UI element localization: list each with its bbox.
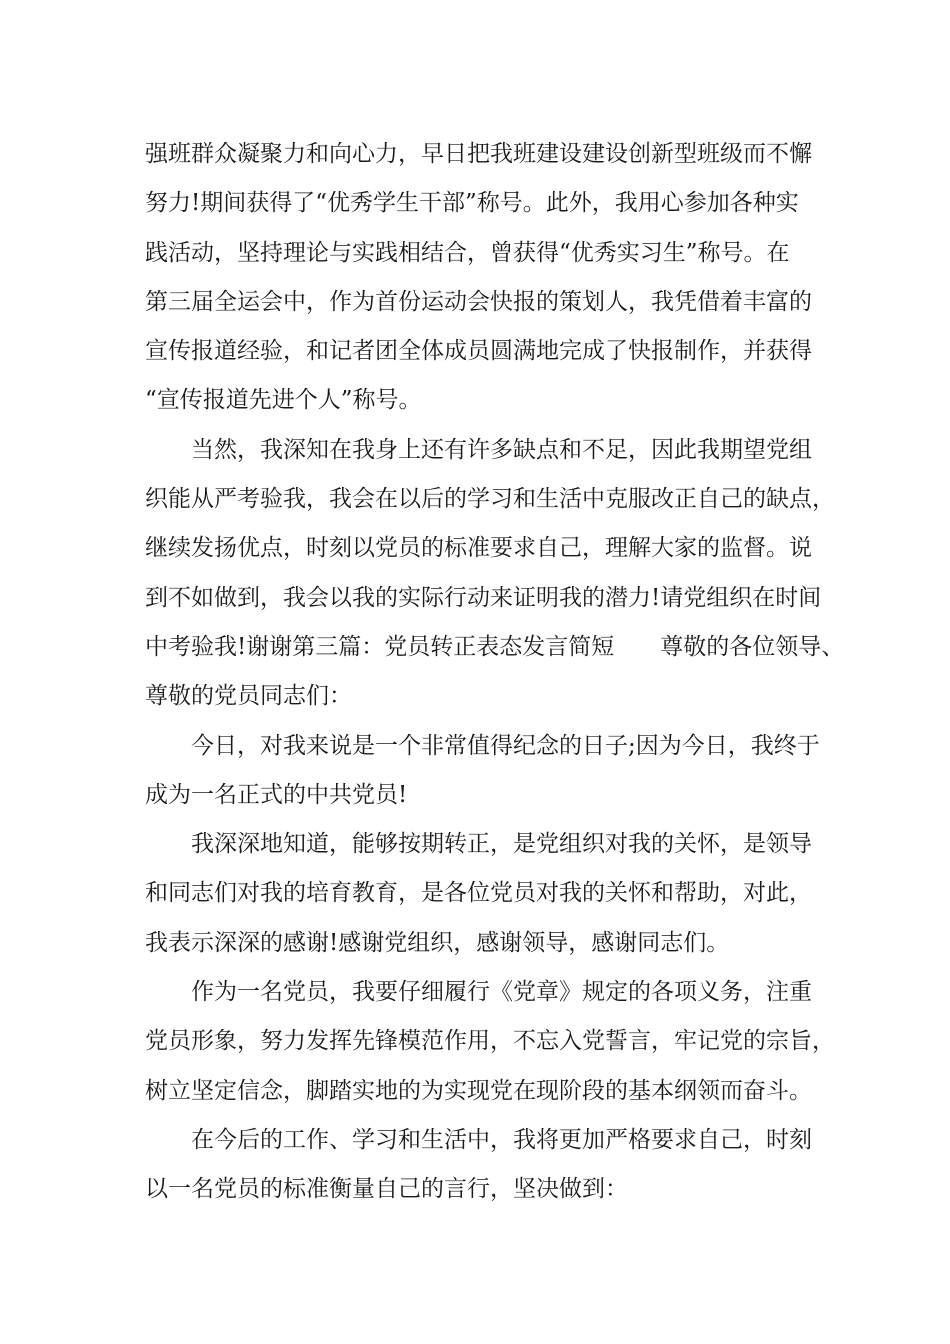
text-line-7: 当然，我深知在我身上还有许多缺点和不足，因此我期望党组: [191, 436, 812, 463]
text-line-11: 中考验我!谢谢第三篇：党员转正表态发言简短 尊敬的各位领导、: [145, 633, 845, 660]
text-line-10: 到不如做到，我会以我的实际行动来证明我的潜力!请党组织在时间: [145, 584, 822, 611]
text-line-6: “宣传报道先进个人”称号。: [145, 387, 422, 414]
text-line-16: 和同志们对我的培育教育，是各位党员对我的关怀和帮助，对此，: [145, 880, 812, 907]
text-line-9: 继续发扬优点，时刻以党员的标准要求自己，理解大家的监督。说: [145, 535, 812, 562]
text-line-21: 在今后的工作、学习和生活中，我将更加严格要求自己，时刻: [191, 1126, 812, 1153]
text-line-19: 党员形象，努力发挥先锋模范作用，不忘入党誓言，牢记党的宗旨，: [145, 1028, 835, 1055]
text-line-14: 成为一名正式的中共党员!: [145, 781, 408, 808]
text-line-13: 今日，对我来说是一个非常值得纪念的日子;因为今日，我终于: [191, 732, 820, 759]
text-line-17: 我表示深深的感谢!感谢党组织，感谢领导，感谢同志们。: [145, 929, 730, 956]
text-line-1: 强班群众凝聚力和向心力，早日把我班建设建设创新型班级而不懈: [145, 141, 812, 167]
text-line-12: 尊敬的党员同志们：: [145, 683, 352, 710]
text-line-15: 我深深地知道，能够按期转正，是党组织对我的关怀，是领导: [191, 831, 812, 858]
text-line-20: 树立坚定信念，脚踏实地的为实现党在现阶段的基本纲领而奋斗。: [145, 1077, 812, 1104]
document-body: [145, 130, 845, 1215]
text-line-5: 宣传报道经验，和记者团全体成员圆满地完成了快报制作，并获得: [145, 338, 812, 365]
text-line-4: 第三届全运会中，作为首份运动会快报的策划人，我凭借着丰富的: [145, 288, 812, 315]
text-line-18: 作为一名党员，我要仔细履行《党章》规定的各项义务，注重: [191, 979, 812, 1006]
text-line-2: 努力!期间获得了“优秀学生干部”称号。此外，我用心参加各种实: [145, 190, 799, 217]
text-line-3: 践活动，坚持理论与实践相结合，曾获得“优秀实习生”称号。在: [145, 239, 790, 266]
text-line-8: 织能从严考验我，我会在以后的学习和生活中克服改正自己的缺点，: [145, 486, 835, 513]
text-line-22: 以一名党员的标准衡量自己的言行，坚决做到：: [145, 1176, 628, 1203]
